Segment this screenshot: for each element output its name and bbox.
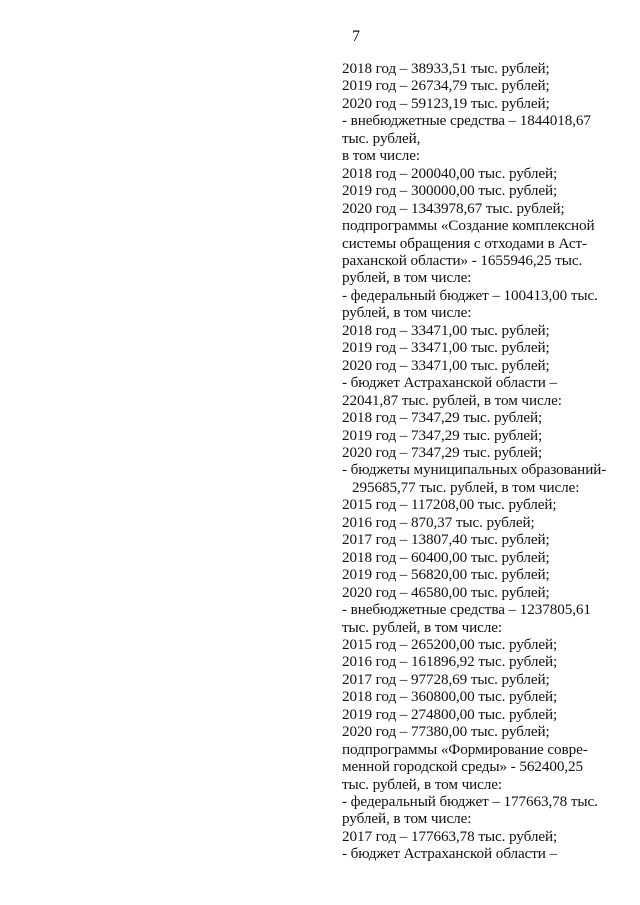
- text-line: 2017 год – 13807,40 тыс. рублей;: [342, 531, 550, 549]
- text-line: 2016 год – 161896,92 тыс. рублей;: [342, 653, 558, 671]
- text-line: подпрограммы «Формирование совре-: [342, 740, 588, 758]
- text-line: - внебюджетные средства – 1237805,61: [342, 601, 591, 619]
- text-line: - бюджет Астраханской области –: [342, 374, 558, 392]
- page-number: 7: [352, 28, 360, 45]
- text-line: 2018 год – 33471,00 тыс. рублей;: [342, 321, 550, 339]
- text-line: - федеральный бюджет – 100413,00 тыс.: [342, 286, 598, 304]
- text-line: 22041,87 тыс. рублей, в том числе:: [342, 391, 562, 409]
- text-line: 2020 год – 46580,00 тыс. рублей;: [342, 583, 550, 601]
- text-line: раханской области» - 1655946,25 тыс.: [342, 251, 583, 269]
- text-line: 2015 год – 265200,00 тыс. рублей;: [342, 635, 558, 653]
- text-line: 2019 год – 274800,00 тыс. рублей;: [342, 705, 558, 723]
- text-line: 2018 год – 60400,00 тыс. рублей;: [342, 548, 550, 566]
- text-line: менной городской среды» - 562400,25: [342, 758, 584, 776]
- text-line: 2020 год – 59123,19 тыс. рублей;: [342, 94, 550, 112]
- text-line: 2020 год – 7347,29 тыс. рублей;: [342, 443, 543, 461]
- text-line: 2019 год – 7347,29 тыс. рублей;: [342, 426, 543, 444]
- text-line: 2018 год – 360800,00 тыс. рублей;: [342, 688, 558, 706]
- text-line: 2019 год – 56820,00 тыс. рублей;: [342, 566, 550, 584]
- text-line: в том числе:: [342, 147, 420, 165]
- text-line: 295685,77 тыс. рублей, в том числе:: [352, 478, 580, 496]
- text-line: 2020 год – 1343978,67 тыс. рублей;: [342, 199, 565, 217]
- text-line: 2016 год – 870,37 тыс. рублей;: [342, 513, 535, 531]
- text-line: подпрограммы «Создание комплексной: [342, 217, 595, 235]
- text-line: - федеральный бюджет – 177663,78 тыс.: [342, 793, 598, 811]
- text-column: [342, 60, 610, 863]
- text-line: - бюджет Астраханской области –: [342, 845, 558, 863]
- text-line: - внебюджетные средства – 1844018,67: [342, 112, 591, 130]
- text-line: - бюджеты муниципальных образований-: [342, 461, 607, 479]
- text-line: 2019 год – 26734,79 тыс. рублей;: [342, 77, 550, 95]
- text-line: 2018 год – 7347,29 тыс. рублей;: [342, 409, 543, 427]
- text-line: тыс. рублей, в том числе:: [342, 775, 503, 793]
- text-line: рублей, в том числе:: [342, 269, 472, 287]
- text-line: 2019 год – 33471,00 тыс. рублей;: [342, 339, 550, 357]
- text-line: 2020 год – 77380,00 тыс. рублей;: [342, 723, 550, 741]
- text-line: рублей, в том числе:: [342, 304, 472, 322]
- text-line: 2020 год – 33471,00 тыс. рублей;: [342, 356, 550, 374]
- text-line: 2017 год – 177663,78 тыс. рублей;: [342, 827, 558, 845]
- text-line: 2019 год – 300000,00 тыс. рублей;: [342, 182, 558, 200]
- text-line: тыс. рублей, в том числе:: [342, 618, 503, 636]
- text-line: тыс. рублей,: [342, 129, 421, 147]
- text-line: 2018 год – 200040,00 тыс. рублей;: [342, 164, 558, 182]
- text-line: 2015 год – 117208,00 тыс. рублей;: [342, 496, 557, 514]
- text-line: 2018 год – 38933,51 тыс. рублей;: [342, 60, 550, 77]
- text-line: рублей, в том числе:: [342, 810, 472, 828]
- text-line: системы обращения с отходами в Аст-: [342, 234, 587, 252]
- text-line: 2017 год – 97728,69 тыс. рублей;: [342, 670, 550, 688]
